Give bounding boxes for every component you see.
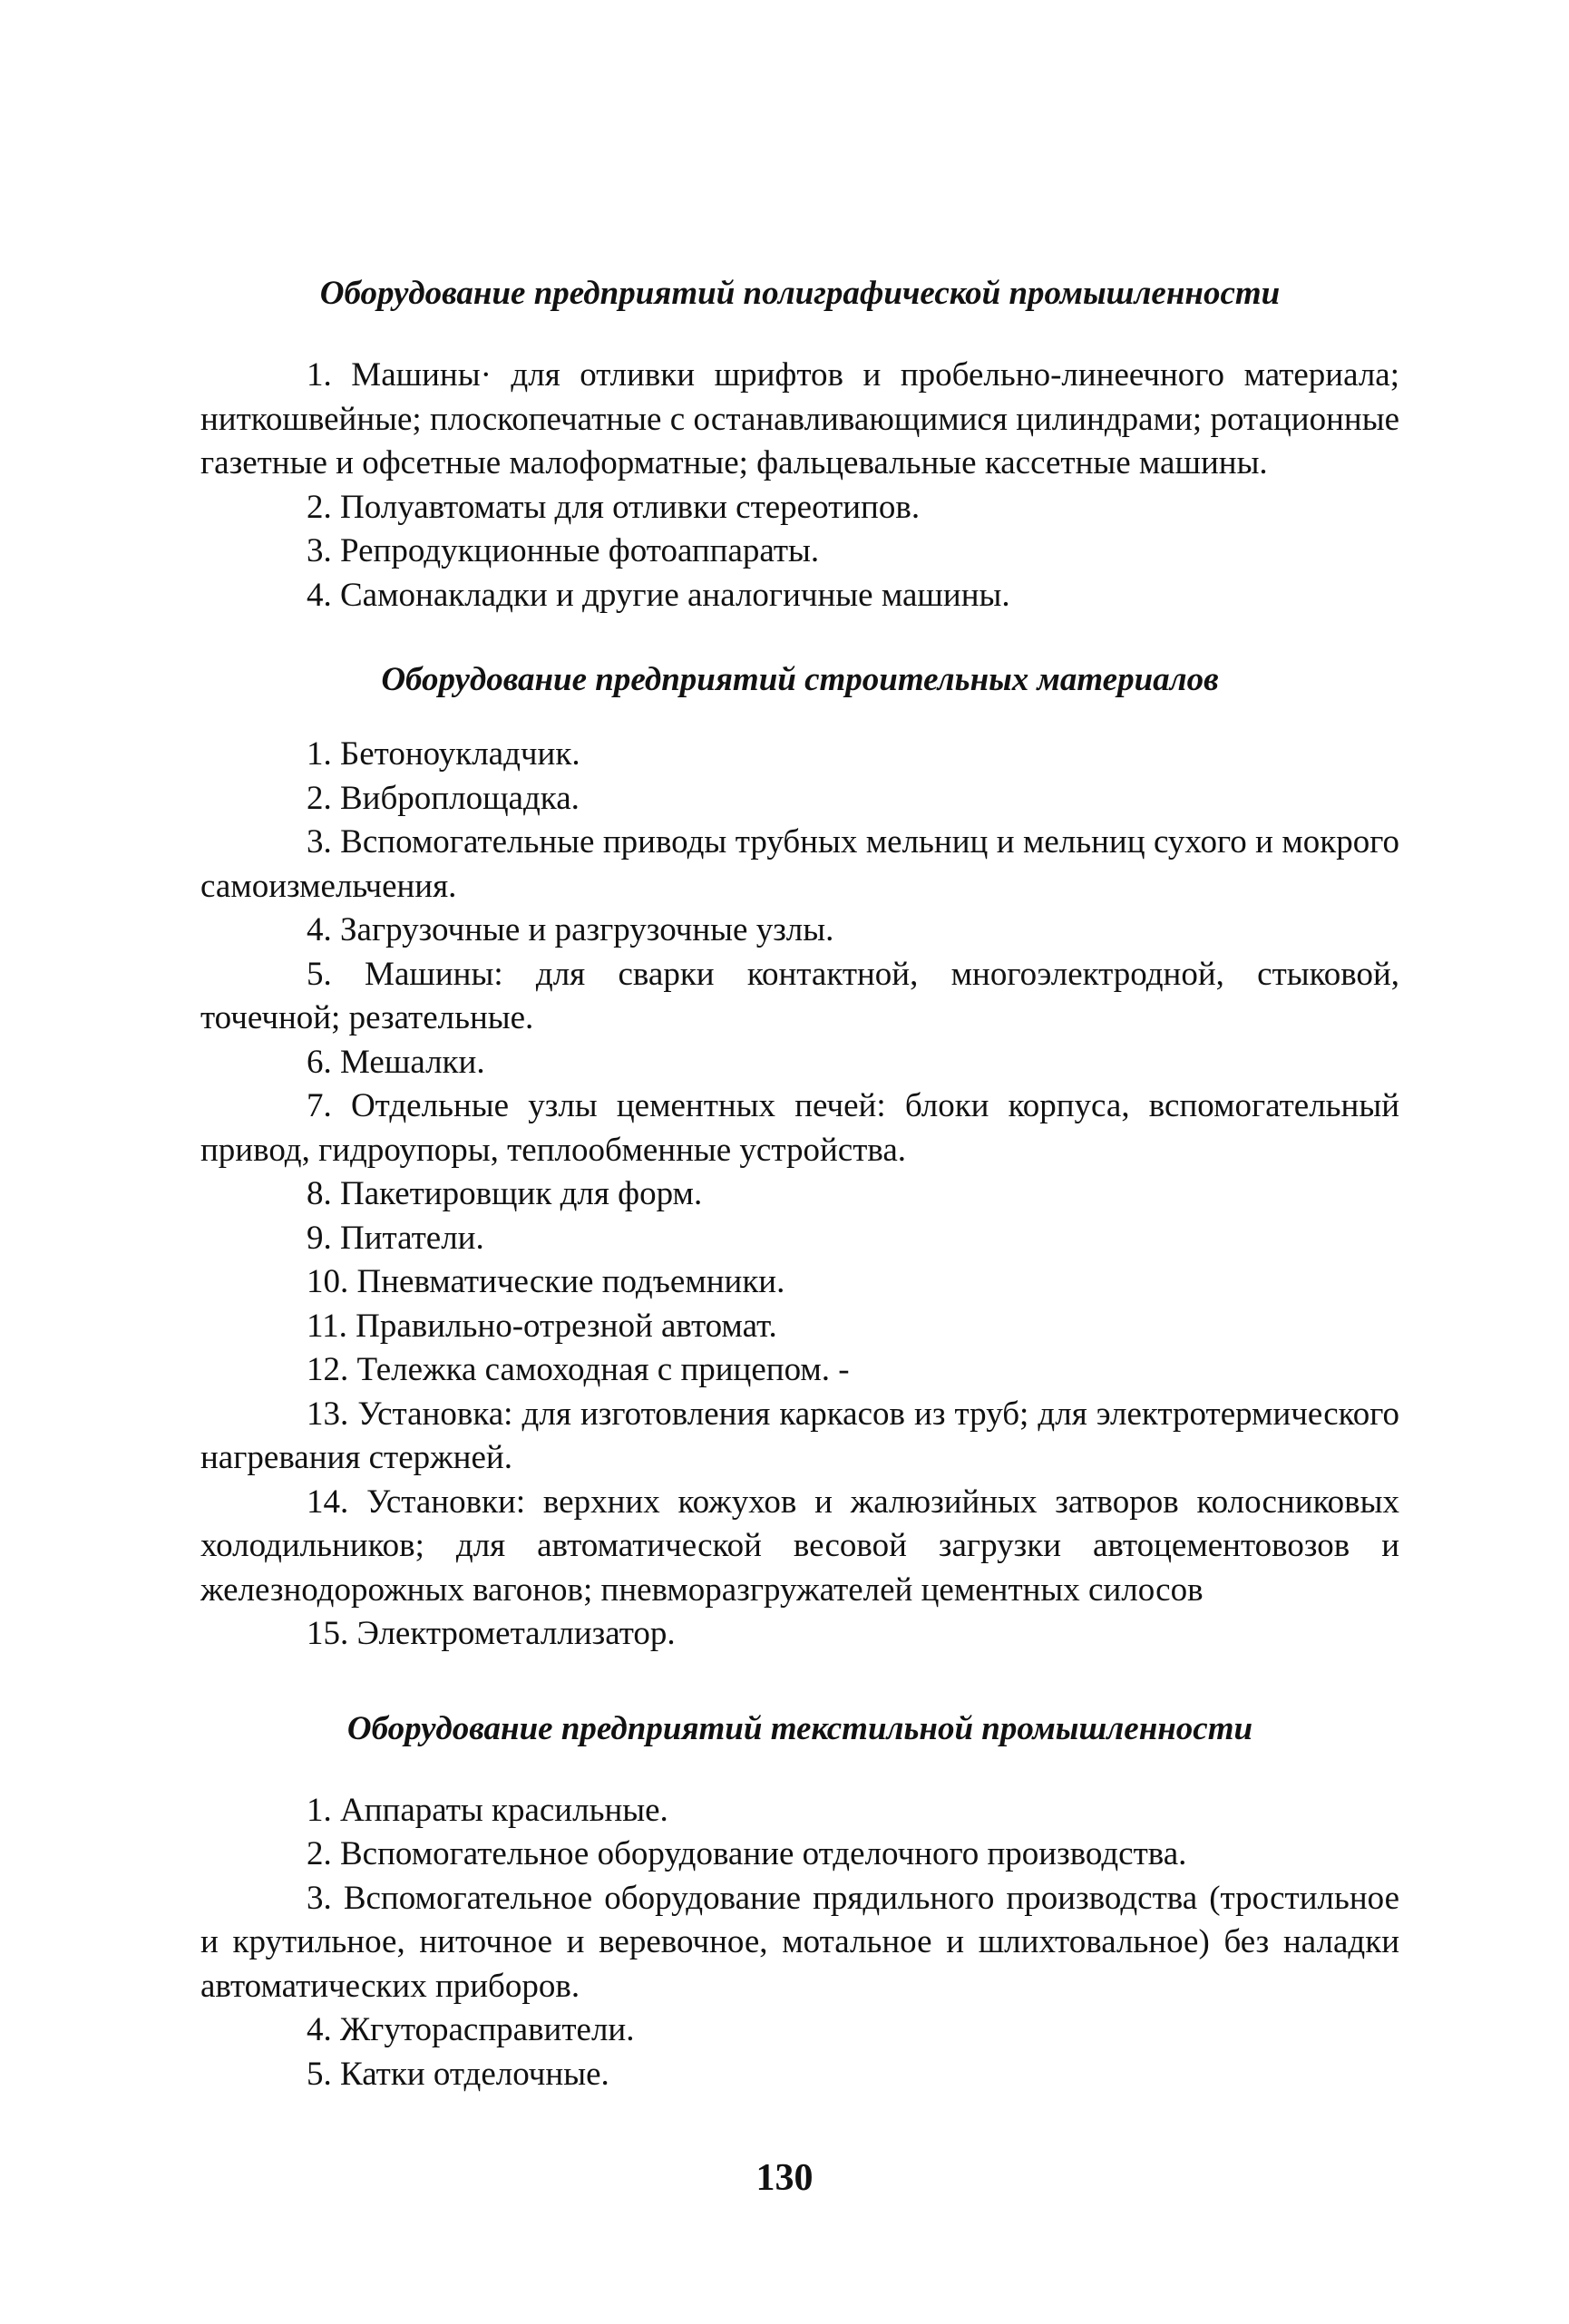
list-item	[200, 2053, 1399, 2097]
list-item	[200, 1789, 1399, 1833]
item-number: 9.	[307, 1219, 332, 1257]
item-number: 11.	[307, 1307, 347, 1345]
list-item	[200, 1084, 1399, 1172]
item-number: 4.	[307, 576, 332, 614]
section-heading: Оборудование предприятий строительных материалов	[381, 661, 1219, 698]
page-number: 130	[755, 2157, 814, 2199]
list-item	[200, 1041, 1399, 1085]
item-text: Пневматические подъемники.	[356, 1263, 785, 1300]
item-text: Тележка самоходная с прицепом. -	[356, 1351, 850, 1388]
item-number: 3.	[307, 823, 332, 861]
item-number: 3.	[307, 532, 332, 569]
list-item	[200, 953, 1399, 1041]
page-body	[200, 272, 1399, 2096]
item-text: Жгутораспрaвители.	[340, 2011, 635, 2048]
item-text: Загрузочные и разгрузочные узлы.	[340, 911, 834, 948]
list-item	[200, 354, 1399, 486]
item-number: 10.	[307, 1263, 349, 1300]
item-text: Вспомогательные приводы трубных мельниц и мельниц сухого и мокрого самоизмельчения.	[200, 823, 1400, 905]
item-number: 14.	[307, 1483, 349, 1521]
item-number: 1.	[307, 735, 332, 773]
item-text: Мешалки.	[340, 1043, 485, 1081]
item-list	[200, 1789, 1399, 2097]
list-item	[200, 1348, 1399, 1393]
list-item	[200, 821, 1399, 909]
section-printing-equipment	[200, 272, 1399, 617]
item-text: Установки: верхних кожухов и жалюзийных затворов колосниковых холодильников; для автоматической весовой загрузки автоцементовозов и железнодорожных вагонов; пневморазгружателей цементных силосов	[200, 1483, 1399, 1609]
list-item	[200, 574, 1399, 618]
item-number: 15.	[307, 1615, 349, 1652]
list-item	[200, 733, 1399, 777]
list-item	[200, 1305, 1399, 1349]
item-number: 6.	[307, 1043, 332, 1081]
item-number: 13.	[307, 1395, 349, 1433]
item-text: Электрометаллизатор.	[356, 1615, 676, 1652]
item-text: Машины· для отливки шрифтов и пробельно-линеечного материала; ниткошвейные; плоскопечатные с останавливающимися цилиндрами; ротационные газетные и офсетные малоформатные; фальцевальные кассетные машины.	[200, 356, 1400, 481]
item-number: 8.	[307, 1175, 332, 1212]
item-text: Аппараты красильные.	[340, 1791, 668, 1829]
item-text: Установка: для изготовления каркасов из труб; для электротермического нагревания стержней.	[200, 1395, 1399, 1476]
section-textile-equipment	[200, 1707, 1399, 2097]
item-text: Вспомогательное оборудование отделочного производства.	[340, 1835, 1187, 1872]
item-number: 2.	[307, 1835, 332, 1872]
item-list	[200, 354, 1399, 617]
list-item	[200, 530, 1399, 574]
item-text: Виброплощадка.	[340, 779, 580, 817]
item-number: 7.	[307, 1087, 332, 1124]
list-item	[200, 1481, 1399, 1613]
list-item	[200, 1833, 1399, 1877]
item-number: 1.	[307, 1791, 332, 1829]
item-text: Питатели.	[340, 1219, 484, 1257]
item-text: Самонакладки и другие аналогичные машины.	[340, 576, 1010, 614]
item-text: Полуавтоматы для отливки стереотипов.	[340, 488, 921, 526]
item-number: 5.	[307, 2055, 332, 2093]
item-text: Репродукционные фотоаппараты.	[340, 532, 820, 569]
section-heading: Оборудование предприятий полиграфической промышленности	[319, 275, 1281, 312]
list-item	[200, 486, 1399, 530]
item-number: 1.	[307, 356, 332, 394]
item-text: Правильно-отрезной автомат.	[356, 1307, 777, 1345]
item-text: Вспомогательное оборудование прядильного производства (тростильное и крутильное, ниточное и веревочное, мотальное и шлихтовальное) без наладки автоматических приборов.	[200, 1879, 1400, 2005]
list-item	[200, 2008, 1399, 2053]
item-number: 4.	[307, 911, 332, 948]
list-item	[200, 1612, 1399, 1657]
list-item	[200, 1217, 1399, 1261]
list-item	[200, 1393, 1399, 1481]
list-item	[200, 909, 1399, 953]
item-text: Машины: для сварки контактной, многоэлектродной, стыковой, точечной; резательные.	[200, 955, 1399, 1036]
item-text: Пакетировщик для форм.	[340, 1175, 703, 1212]
item-number: 5.	[307, 955, 332, 993]
list-item	[200, 777, 1399, 822]
section-construction-materials-equipment	[200, 658, 1399, 1657]
item-text: Отдельные узлы цементных печей: блоки корпуса, вспомогательный привод, гидроупоры, теплообменные устройства.	[200, 1087, 1400, 1169]
item-list	[200, 733, 1399, 1657]
item-number: 2.	[307, 488, 332, 526]
item-text: Катки отделочные.	[340, 2055, 609, 2093]
section-heading: Оборудование предприятий текстильной промышленности	[346, 1709, 1253, 1747]
item-number: 3.	[307, 1879, 332, 1917]
item-text: Бетоноукладчик.	[340, 735, 580, 773]
item-number: 2.	[307, 779, 332, 817]
item-number: 4.	[307, 2011, 332, 2048]
list-item	[200, 1877, 1399, 2009]
list-item	[200, 1172, 1399, 1217]
list-item	[200, 1260, 1399, 1305]
item-number: 12.	[307, 1351, 349, 1388]
